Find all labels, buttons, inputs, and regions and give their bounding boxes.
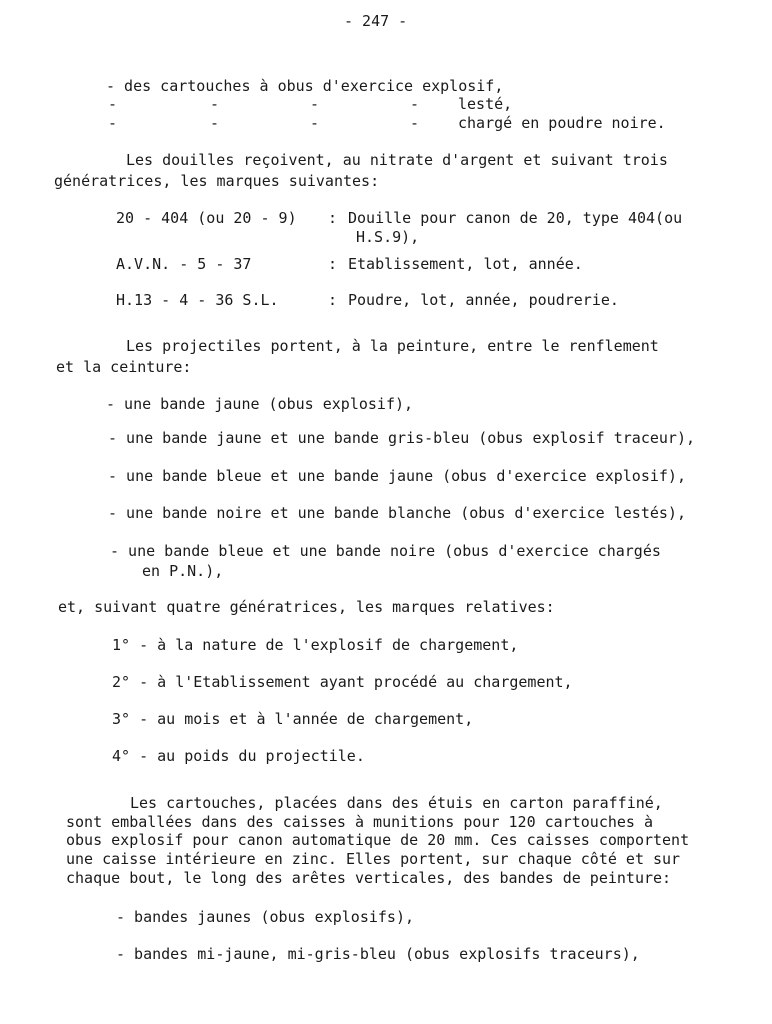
mark-separator: :: [328, 291, 338, 309]
paragraph-2-line-1: Les projectiles portent, à la peinture, entre le renflement: [126, 337, 659, 355]
paragraph-4-line: Les cartouches, placées dans des étuis en carton paraffiné,: [130, 794, 663, 812]
mark-code: A.V.N. - 5 - 37: [116, 255, 252, 273]
ditto-mark: -: [108, 114, 118, 132]
band-list-item: - une bande jaune et une bande gris-bleu (obus explosif traceur),: [108, 429, 695, 447]
ditto-mark: -: [310, 114, 320, 132]
ditto-mark: -: [210, 95, 220, 113]
intro-line-1: - des cartouches à obus d'exercice explosif,: [106, 77, 504, 95]
paragraph-2-line-2: et la ceinture:: [56, 358, 192, 376]
mark-code: H.13 - 4 - 36 S.L.: [116, 291, 279, 309]
intro-line-2-end: lesté,: [458, 95, 513, 113]
numbered-item: 3° - au mois et à l'année de chargement,: [112, 710, 474, 728]
paragraph-1-line-1: Les douilles reçoivent, au nitrate d'argent et suivant trois: [126, 151, 668, 169]
numbered-item: 4° - au poids du projectile.: [112, 747, 365, 765]
intro-line-3-end: chargé en poudre noire.: [458, 114, 666, 132]
ditto-mark: -: [410, 114, 420, 132]
paragraph-4-line: sont emballées dans des caisses à munitions pour 120 cartouches à: [66, 813, 653, 831]
mark-separator: :: [328, 255, 338, 273]
band-list-item-cont: en P.N.),: [142, 562, 224, 580]
mark-description: Etablissement, lot, année.: [348, 255, 583, 273]
page-number: - 247 -: [344, 12, 408, 30]
box-list-item: - bandes jaunes (obus explosifs),: [116, 908, 415, 926]
band-list-item: - une bande bleue et une bande noire (obus d'exercice chargés: [110, 542, 661, 560]
ditto-mark: -: [410, 95, 420, 113]
paragraph-4-line: une caisse intérieure en zinc. Elles portent, sur chaque côté et sur: [66, 850, 681, 868]
paragraph-3: et, suivant quatre génératrices, les marques relatives:: [58, 598, 555, 616]
numbered-item: 1° - à la nature de l'explosif de chargement,: [112, 636, 519, 654]
mark-code: 20 - 404 (ou 20 - 9): [116, 209, 297, 227]
ditto-mark: -: [210, 114, 220, 132]
paragraph-1-line-2: génératrices, les marques suivantes:: [54, 172, 380, 190]
band-list-item: - une bande jaune (obus explosif),: [106, 395, 414, 413]
numbered-item: 2° - à l'Etablissement ayant procédé au chargement,: [112, 673, 573, 691]
mark-description: Douille pour canon de 20, type 404(ou: [348, 209, 683, 227]
mark-description-cont: H.S.9),: [356, 228, 420, 246]
paragraph-4-line: chaque bout, le long des arêtes verticales, des bandes de peinture:: [66, 869, 672, 887]
box-list-item: - bandes mi-jaune, mi-gris-bleu (obus explosifs traceurs),: [116, 945, 640, 963]
mark-description: Poudre, lot, année, poudrerie.: [348, 291, 619, 309]
band-list-item: - une bande noire et une bande blanche (obus d'exercice lestés),: [108, 504, 686, 522]
ditto-mark: -: [108, 95, 118, 113]
ditto-mark: -: [310, 95, 320, 113]
mark-separator: :: [328, 209, 338, 227]
band-list-item: - une bande bleue et une bande jaune (obus d'exercice explosif),: [108, 467, 686, 485]
paragraph-4-line: obus explosif pour canon automatique de 20 mm. Ces caisses comportent: [66, 831, 690, 849]
